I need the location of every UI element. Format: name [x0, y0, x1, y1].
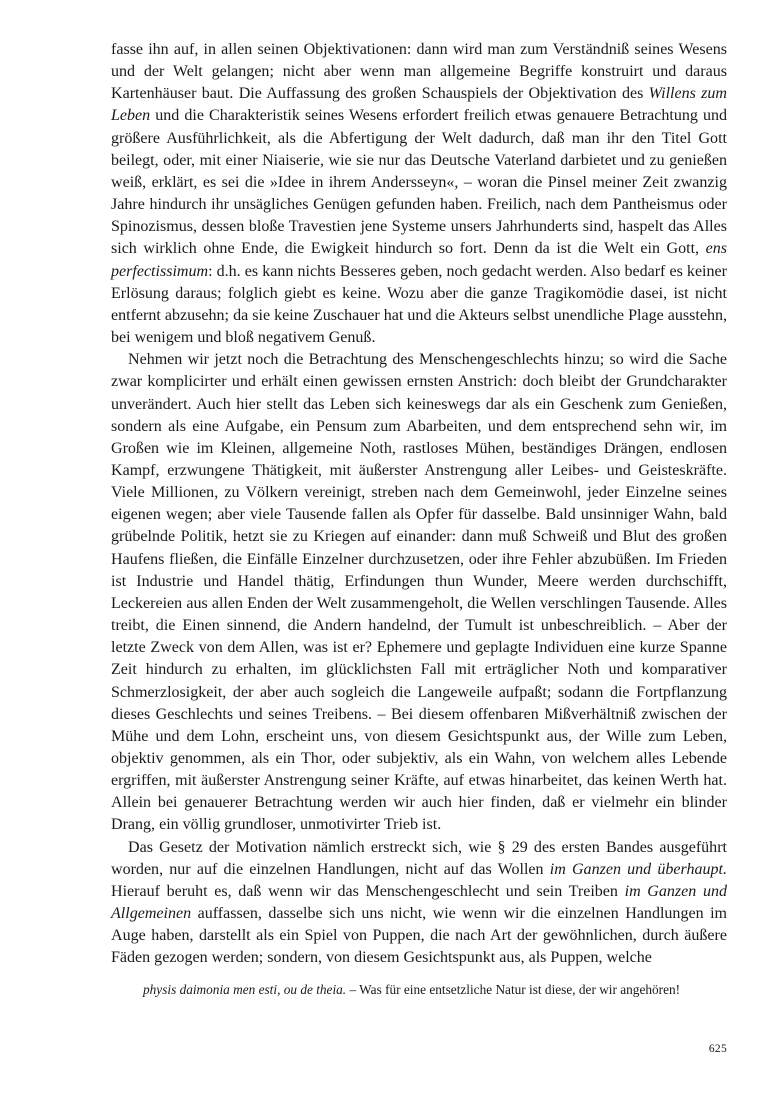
footnote	[143, 979, 727, 1001]
italic-text: physis daimonia men esti, ou de theia.	[143, 982, 347, 997]
italic-text: Willens zum Leben	[111, 85, 727, 125]
paragraph-1	[111, 39, 727, 349]
text-run: Nehmen wir jetzt noch die Betrachtung des Menschengeschlechts hinzu; so wird die Sache zwar komplicirter und erhält einen gewissen ernsten Anstrich: doch bleibt der Grundcharakter unverändert. Auch hier stellt das Leben sich keineswegs dar als ein Geschenk zum Genießen, sondern als eine Aufgabe, ein Pensum zum Abarbeiten, und dem entsprechend sehn wir, im Großen wie im Kleinen, allgemeine Noth, rastloses Mühen, beständiges Drängen, endlosen Kampf, erzwungene Thätigkeit, mit äußerster Anstrengung aller Leibes- und Geisteskräfte. Viele Millionen, zu Völkern vereinigt, streben nach dem Gemeinwohl, jeder Einzelne seines eigenen wegen; aber viele Tausende fallen als Opfer für dasselbe. Bald unsinniger Wahn, bald grübelnde Politik, hetzt sie zu Kriegen auf einander: dann muß Schweiß und Blut des großen Haufens fließen, die Einfälle Einzelner durchzusetzen, oder ihre Fehler abzubüßen. Im Frieden ist Industrie und Handel thätig, Erfindungen thun Wunder, Meere werden durchschifft, Leckereien aus allen Enden der Welt zusammengeholt, die Wellen verschlingen Tausende. Alles treibt, die Einen sinnend, die Andern handelnd, der Tumult ist unbeschreiblich. – Aber der letzte Zweck von dem Allen, was ist er? Ephemere und geplagte Individuen eine kurze Spanne Zeit hindurch zu erhalten, im glücklichsten Fall mit erträglicher Noth und komparativer Schmerzlosigkeit, der aber auch sogleich die Langeweile aufpaßt; sodann die Fortpflanzung dieses Geschlechts und seines Treibens. – Bei diesem offenbaren Mißverhältniß zwischen der Mühe und dem Lohn, erscheint uns, von diesem Gesichtspunkt aus, der Wille zum Leben, objektiv genommen, als ein Thor, oder subjektiv, als ein Wahn, von welchem alles Lebende ergriffen, mit äußerster Anstrengung seiner Kräfte, auf etwas hinarbeitet, das keinen Werth hat. Allein bei genauerer Betrachtung werden wir auch hier finden, daß er vielmehr ein blinder Drang, ein völlig grundloser, unmotivirter Trieb ist.	[111, 351, 727, 834]
page-number: 625	[708, 1043, 727, 1055]
paragraph-3	[111, 837, 727, 970]
text-run: Hierauf beruht es, daß wenn wir das Menschengeschlecht und sein Treiben	[111, 882, 625, 900]
paragraph-2	[111, 349, 727, 836]
text-run: und die Charakteristik seines Wesens erfordert freilich etwas genauere Betrachtung und größere Ausführlichkeit, als die Abfertigung der Welt dadurch, daß man ihr den Titel Gott beilegt, oder, mit einer Niaiserie, wie sie nur das Deutsche Vaterland darbietet und zu genießen weiß, erklärt, es sei die »Idee in ihrem Andersseyn«, – woran die Pinsel meiner Zeit zwanzig Jahre hindurch ihr unsägliches Genügen gefunden haben. Freilich, nach dem Pantheismus oder Spinozismus, dessen bloße Travestien jene Systeme unsers Jahrhunderts sind, haspelt das Alles sich wirklich ohne Ende, die Ewigkeit hindurch so fort. Denn da ist die Welt ein Gott,	[111, 107, 727, 258]
main-text	[111, 39, 727, 970]
text-run: – Was für eine entsetzliche Natur ist diese, der wir angehören!	[346, 982, 681, 997]
text-run: : d.h. es kann nichts Besseres geben, noch gedacht werden. Also bedarf es keiner Erlösung daraus; folglich giebt es keine. Wozu aber die ganze Tragikomödie dasei, ist nicht entfernt abzusehn; da sie keine Zuschauer hat und die Akteurs selbst unendliche Plage ausstehn, bei wenigem und bloß negativem Genuß.	[111, 262, 727, 347]
text-run: Das Gesetz der Motivation nämlich erstreckt sich, wie § 29 des ersten Bandes ausgeführt worden, nur auf die einzelnen Handlungen, nicht auf das Wollen	[111, 838, 727, 878]
italic-text: ens perfectissimum	[111, 240, 727, 280]
italic-text: im Ganzen und überhaupt.	[549, 860, 728, 878]
text-run: fasse ihn auf, in allen seinen Objektivationen: dann wird man zum Verständniß seines Wesens und der Welt gelangen; nicht aber wenn man allgemeine Begriffe konstruirt und daraus Kartenhäuser baut. Die Auffassung des großen Schauspiels der Objektivation des	[111, 41, 727, 103]
italic-text: im Ganzen und Allgemeinen	[111, 882, 727, 923]
text-run: auffassen, dasselbe sich uns nicht, wie wenn wir die einzelnen Handlungen im Auge haben, darstellt als ein Spiel von Puppen, die nach Art der gewöhnlichen, durch äußere Fäden gezogen werden; sondern, von diesem Gesichtspunkt aus, als Puppen, welche	[111, 905, 727, 967]
